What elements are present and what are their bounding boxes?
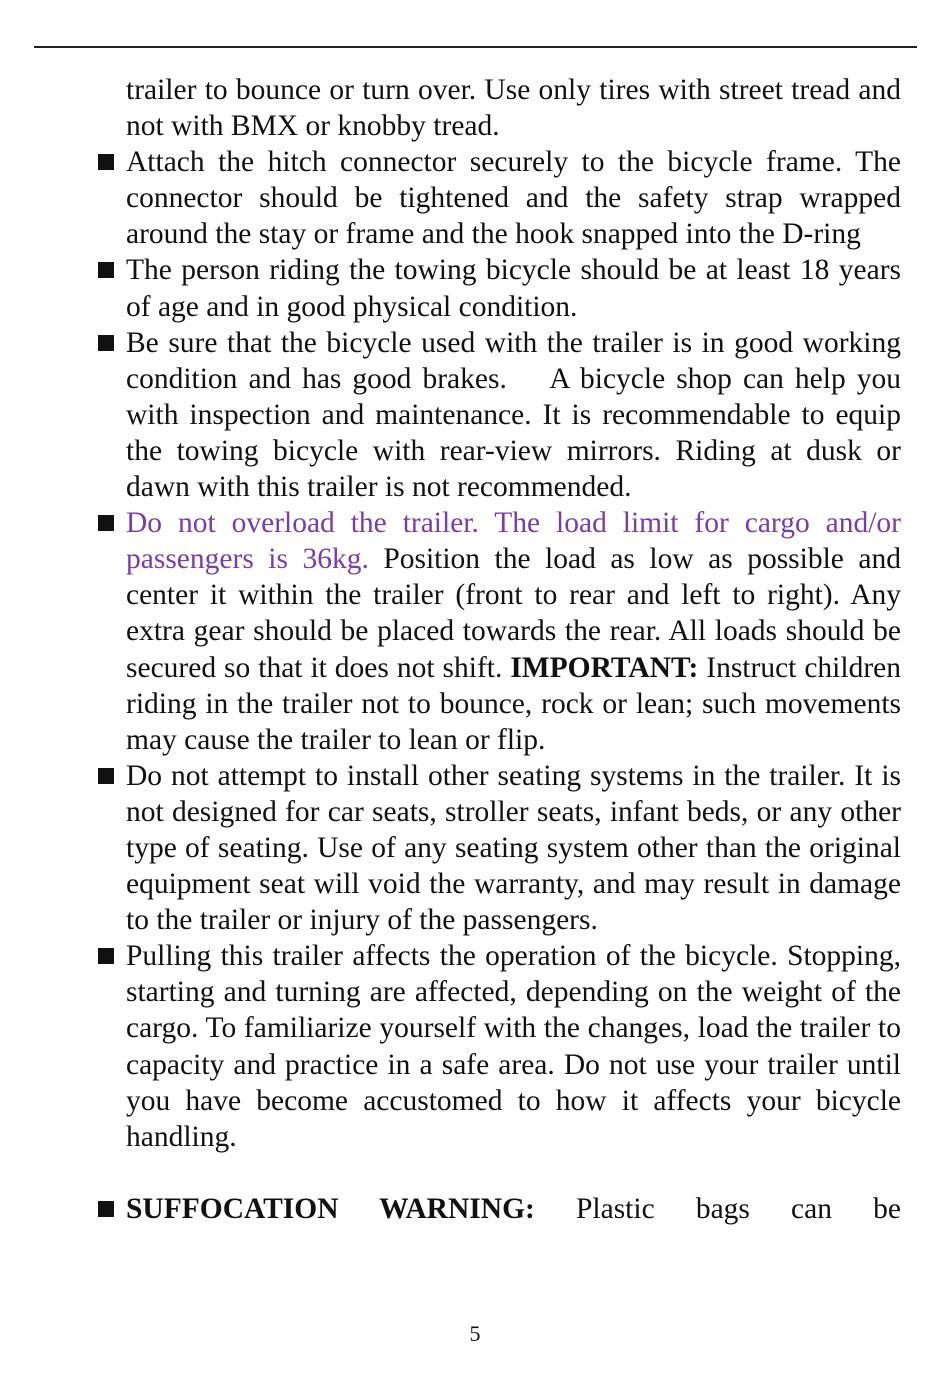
bullet-item-suffocation-warning (96, 1191, 901, 1227)
bullet-item-load-limit (96, 505, 901, 758)
square-bullet-icon (98, 1201, 114, 1217)
bullet-item-rider-age (96, 252, 901, 324)
important-label: IMPORTANT: (510, 651, 699, 684)
square-bullet-icon (98, 335, 114, 351)
square-bullet-icon (98, 262, 114, 278)
bullet-text: Do not attempt to install other seating systems in the trailer. It is not designed for car seats, stroller seats, infant beds, or any other type of seating. Use of any seating system other than the original equipment seat will void the warranty, and may result in damage to the trailer or injury of the passengers. (126, 759, 901, 937)
square-bullet-icon (98, 948, 114, 964)
paragraph-gap (96, 1155, 901, 1191)
load-limit-highlight: Do not overload the trailer. The load limit for cargo and/or passengers is 36kg. (126, 507, 901, 576)
square-bullet-icon (98, 154, 114, 170)
bullet-text: Be sure that the bicycle used with the trailer is in good working condition and has good brakes. A bicycle shop can help you with inspection and maintenance. It is recommendable to equip the towing bicycle with rear-view mirrors. Riding at dusk or dawn with this trailer is not recommended. (126, 326, 909, 504)
bullet-item-handling (96, 938, 901, 1155)
square-bullet-icon (98, 768, 114, 784)
bullet-item-hitch (96, 144, 901, 252)
bullet-text: The person riding the towing bicycle should be at least 18 years of age and in good physical condition. (126, 254, 901, 323)
bullet-text: Instruct children riding in the trailer not to bounce, rock or lean; such movements may cause the trailer to lean or flip. (126, 651, 901, 756)
bullet-text: Plastic bags can be (534, 1192, 901, 1225)
suffocation-warning-label: SUFFOCATION WARNING: (126, 1192, 535, 1225)
bullet-item-bicycle-condition (96, 325, 909, 505)
continued-paragraph: trailer to bounce or turn over. Use only tires with street tread and not with BMX or knobby tread. (126, 74, 901, 143)
page-body (96, 72, 909, 1227)
bullet-text: Attach the hitch connector securely to the bicycle frame. The connector should be tightened and the safety strap wrapped around the stay or frame and the hook snapped into the D-ring (126, 146, 901, 251)
page-number: 5 (469, 1321, 481, 1346)
bullet-item-seating-systems (96, 758, 901, 938)
bullet-text: Pulling this trailer affects the operation of the bicycle. Stopping, starting and turning are affected, depending on the weight of the cargo. To familiarize yourself with the changes, load the trailer to capacity and practice in a safe area. Do not use your trailer until you have become accustomed to how it affects your bicycle handling. (126, 940, 901, 1153)
header-rule (34, 46, 917, 48)
square-bullet-icon (98, 515, 114, 531)
bullet-text: Position the load as low as possible and center it within the trailer (front to rear and left to right). Any extra gear should be placed towards the rear. All loads should be secured so that it does not shift. (126, 543, 901, 684)
